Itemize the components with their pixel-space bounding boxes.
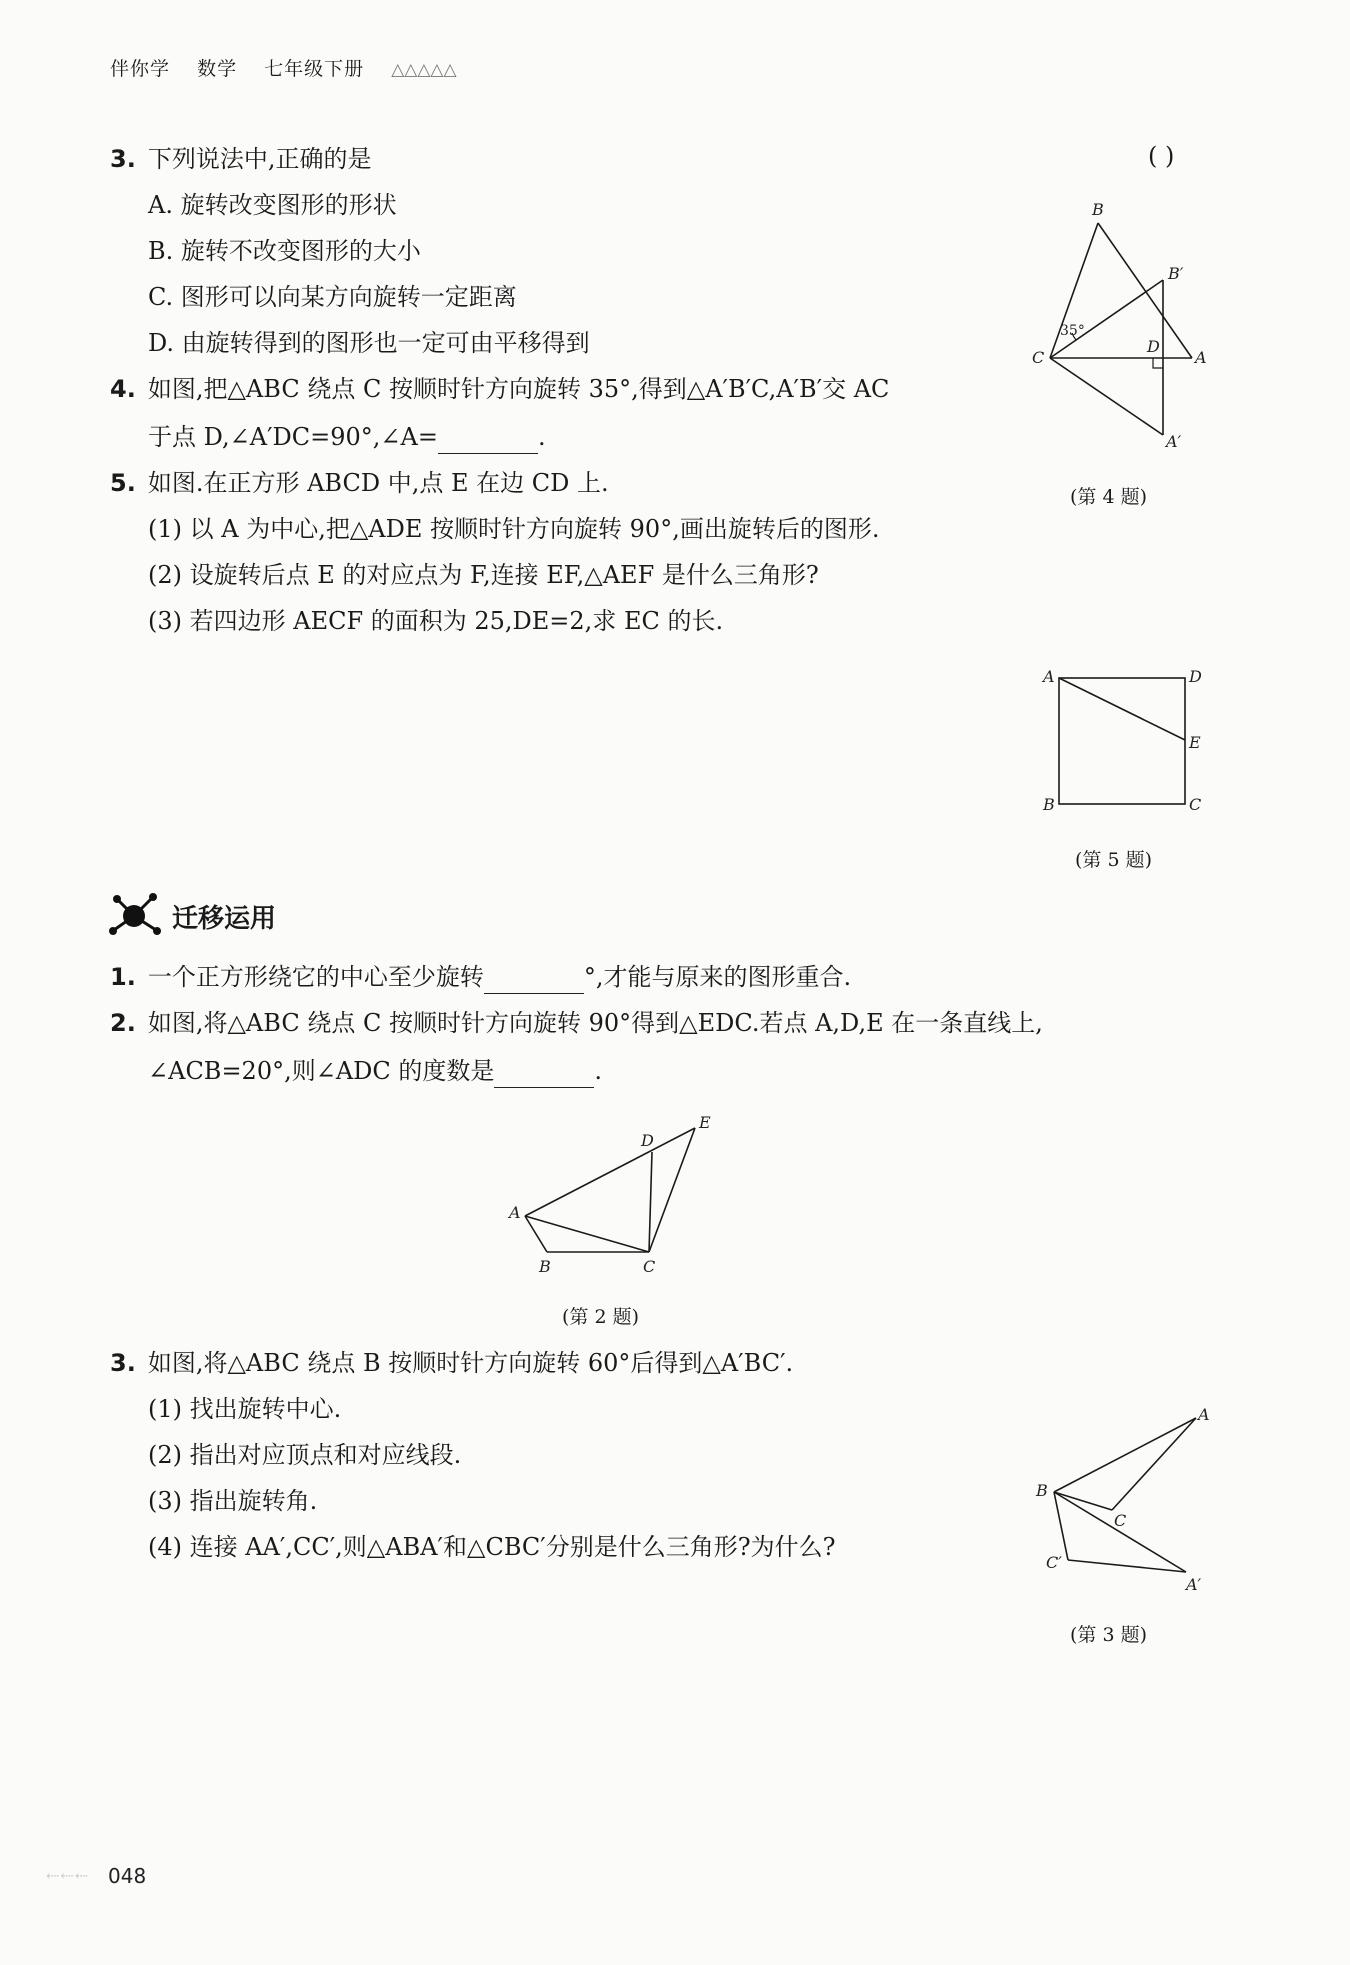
transfer-question-3-stem: 3. 如图,将△ABC 绕点 B 按顺时针方向旋转 60°后得到△A′BC′.	[110, 1349, 794, 1377]
label-a-prime: A′	[1166, 432, 1182, 451]
grade-label: 七年级下册	[264, 58, 365, 80]
segment-bcp	[1054, 1492, 1068, 1560]
figure-4-diagram	[1020, 195, 1220, 465]
question-4-line2: 于点 D,∠A′DC=90°,∠A= .	[148, 420, 546, 454]
label-a: A	[509, 1203, 521, 1222]
question-5-sub2: (2) 设旋转后点 E 的对应点为 F,连接 EF,△AEF 是什么三角形?	[148, 561, 819, 589]
transfer-question-3-sub2: (2) 指出对应顶点和对应线段.	[148, 1441, 462, 1469]
segment-ae	[1059, 678, 1185, 740]
answer-paren: ( )	[1148, 142, 1175, 170]
page-number: 048	[108, 1864, 147, 1888]
label-d: D	[641, 1131, 654, 1150]
option-b: B. 旋转不改变图形的大小	[148, 237, 421, 265]
transfer-question-1: 1. 一个正方形绕它的中心至少旋转 °,才能与原来的图形重合.	[110, 960, 851, 994]
subject-label: 数学	[197, 58, 238, 80]
transfer-question-3-sub1: (1) 找出旋转中心.	[148, 1395, 342, 1423]
answer-blank[interactable]	[494, 1063, 594, 1088]
label-c: C	[1032, 348, 1045, 367]
transfer-question-3-sub4: (4) 连接 AA′,CC′,则△ABA′和△CBC′分别是什么三角形?为什么?	[148, 1533, 836, 1561]
segment-ba	[1098, 223, 1192, 358]
label-b: B	[1036, 1481, 1048, 1500]
answer-blank[interactable]	[438, 429, 538, 454]
label-a: A	[1195, 348, 1207, 367]
option-d: D. 由旋转得到的图形也一定可由平移得到	[148, 329, 590, 357]
label-c: C	[1114, 1511, 1127, 1530]
label-a-prime: A′	[1186, 1575, 1202, 1594]
angle-label: 35°	[1060, 323, 1085, 339]
segment-ac	[1112, 1418, 1196, 1510]
segment-ae	[525, 1128, 695, 1216]
question-3-stem: 3. 下列说法中,正确的是	[110, 145, 372, 173]
label-d: D	[1189, 667, 1202, 686]
label-a: A	[1043, 667, 1055, 686]
question-5-stem: 5. 如图.在正方形 ABCD 中,点 E 在边 CD 上.	[110, 469, 609, 497]
label-b: B	[1092, 200, 1104, 219]
option-a: A. 旋转改变图形的形状	[148, 191, 397, 219]
molecule-icon	[108, 890, 166, 942]
question-5-sub3: (3) 若四边形 AECF 的面积为 25,DE=2,求 EC 的长.	[148, 607, 724, 635]
segment-cap	[1050, 358, 1163, 435]
book-title: 伴你学	[110, 58, 171, 80]
page-header	[110, 54, 477, 81]
label-b-prime: B′	[1168, 264, 1184, 283]
label-e: E	[699, 1113, 711, 1132]
label-a: A	[1198, 1405, 1210, 1424]
label-e: E	[1189, 733, 1201, 752]
square-abcd	[1059, 678, 1185, 804]
right-angle-mark	[1153, 358, 1163, 368]
section-title: 迁移运用	[172, 904, 277, 934]
segment-ba	[1054, 1418, 1196, 1492]
option-c: C. 图形可以向某方向旋转一定距离	[148, 283, 517, 311]
segment-ce	[649, 1128, 695, 1252]
figure-5-diagram	[1035, 660, 1215, 820]
answer-blank[interactable]	[484, 969, 584, 994]
label-c-prime: C′	[1046, 1553, 1062, 1572]
label-c: C	[1189, 795, 1202, 814]
label-c: C	[643, 1257, 656, 1276]
label-b: B	[539, 1257, 551, 1276]
page-arrows-decoration: ⇠⇠⇠	[46, 1866, 90, 1885]
transfer-question-3-sub3: (3) 指出旋转角.	[148, 1487, 318, 1515]
segment-bc	[1054, 1492, 1112, 1510]
figure-4-caption: (第 4 题)	[1070, 486, 1147, 508]
label-d: D	[1147, 337, 1160, 356]
figure-2-caption: (第 2 题)	[562, 1306, 639, 1328]
segment-cd	[649, 1152, 652, 1252]
figure-5-caption: (第 5 题)	[1075, 849, 1152, 871]
figure-2-diagram	[505, 1110, 735, 1280]
question-5-sub1: (1) 以 A 为中心,把△ADE 按顺时针方向旋转 90°,画出旋转后的图形.	[148, 515, 880, 543]
figure-3-diagram	[1030, 1400, 1220, 1600]
figure-3-caption: (第 3 题)	[1070, 1624, 1147, 1646]
transfer-question-2-line2: ∠ACB=20°,则∠ADC 的度数是 .	[148, 1054, 602, 1088]
question-4-line1: 4. 如图,把△ABC 绕点 C 按顺时针方向旋转 35°,得到△A′B′C,A′B′交 AC	[110, 375, 890, 403]
label-b: B	[1043, 795, 1055, 814]
header-decoration: △△△△△	[391, 60, 457, 80]
transfer-question-2-line1: 2. 如图,将△ABC 绕点 C 按顺时针方向旋转 90°得到△EDC.若点 A,D,E 在一条直线上,	[110, 1009, 1043, 1037]
